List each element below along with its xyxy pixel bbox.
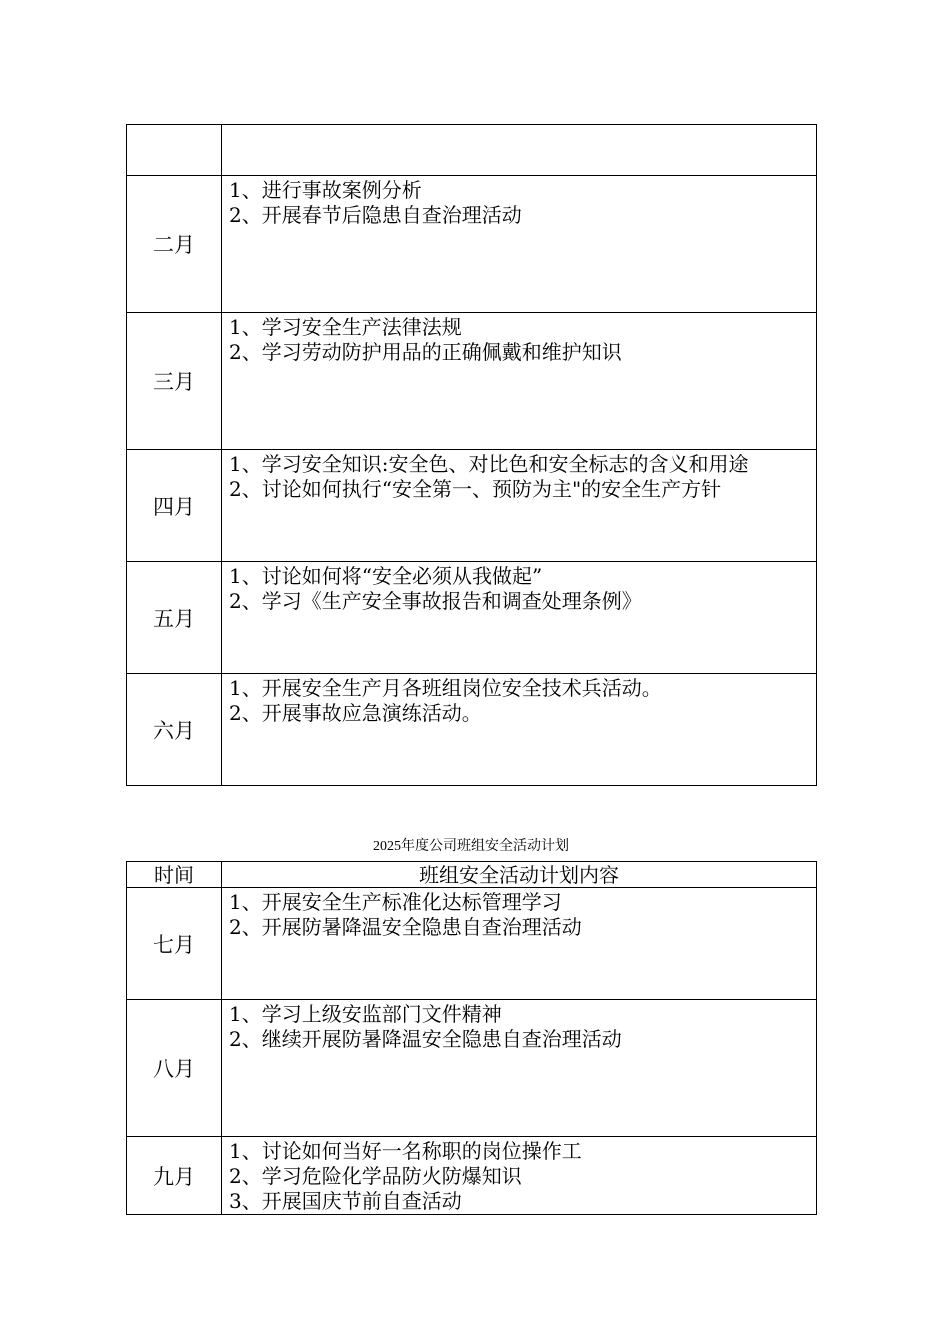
month-cell: 五月 xyxy=(127,562,222,674)
activity-item: 1、学习上级安监部门文件精神 xyxy=(229,1002,502,1026)
content-cell xyxy=(222,313,817,450)
content-cell xyxy=(222,450,817,562)
activity-item: 1、讨论如何当好一名称职的岗位操作工 xyxy=(229,1139,582,1163)
activity-item: 1、讨论如何将“安全必须从我做起” xyxy=(229,564,543,588)
month-cell: 九月 xyxy=(127,1137,222,1215)
table-row xyxy=(127,1000,817,1137)
table-row xyxy=(127,562,817,674)
table-row xyxy=(127,674,817,786)
activity-plan-table-part1 xyxy=(126,124,817,786)
content-column-header: 班组安全活动计划内容 xyxy=(222,862,817,888)
activity-item: 1、学习安全知识:安全色、对比色和安全标志的含义和用途 xyxy=(229,452,749,476)
content-cell xyxy=(222,674,817,786)
month-cell xyxy=(127,125,222,176)
month-cell: 八月 xyxy=(127,1000,222,1137)
content-cell xyxy=(222,562,817,674)
activity-item: 2、讨论如何执行“安全第一、预防为主"的安全生产方针 xyxy=(229,477,722,501)
table-header-row xyxy=(127,862,817,888)
activity-item: 1、学习安全生产法律法规 xyxy=(229,315,462,339)
month-cell: 七月 xyxy=(127,888,222,1000)
activity-item: 1、开展安全生产月各班组岗位安全技术兵活动。 xyxy=(229,676,662,700)
month-cell: 三月 xyxy=(127,313,222,450)
activity-item: 2、学习劳动防护用品的正确佩戴和维护知识 xyxy=(229,340,622,364)
activity-item: 2、开展事故应急演练活动。 xyxy=(229,701,482,725)
table-row xyxy=(127,313,817,450)
month-cell: 六月 xyxy=(127,674,222,786)
plan-title: 2025年度公司班组安全活动计划 xyxy=(373,839,569,854)
table-row xyxy=(127,1137,817,1215)
activity-item: 2、继续开展防暑降温安全隐患自查治理活动 xyxy=(229,1027,622,1051)
table-row xyxy=(127,125,817,176)
content-cell xyxy=(222,1000,817,1137)
activity-item: 1、开展安全生产标准化达标管理学习 xyxy=(229,890,562,914)
activity-plan-table-part2 xyxy=(126,861,817,1215)
table-row xyxy=(127,450,817,562)
content-cell xyxy=(222,176,817,313)
table-row xyxy=(127,888,817,1000)
activity-item: 2、学习《生产安全事故报告和调查处理条例》 xyxy=(229,589,642,613)
activity-item: 2、开展防暑降温安全隐患自查治理活动 xyxy=(229,915,582,939)
activity-item: 2、学习危险化学品防火防爆知识 xyxy=(229,1164,522,1188)
content-cell xyxy=(222,1137,817,1215)
month-cell: 二月 xyxy=(127,176,222,313)
activity-item: 3、开展国庆节前自查活动 xyxy=(229,1189,462,1213)
table-row xyxy=(127,176,817,313)
month-cell: 四月 xyxy=(127,450,222,562)
content-cell xyxy=(222,125,817,176)
content-cell xyxy=(222,888,817,1000)
activity-item: 1、进行事故案例分析 xyxy=(229,178,422,202)
activity-item: 2、开展春节后隐患自查治理活动 xyxy=(229,203,522,227)
time-column-header: 时间 xyxy=(127,862,222,888)
